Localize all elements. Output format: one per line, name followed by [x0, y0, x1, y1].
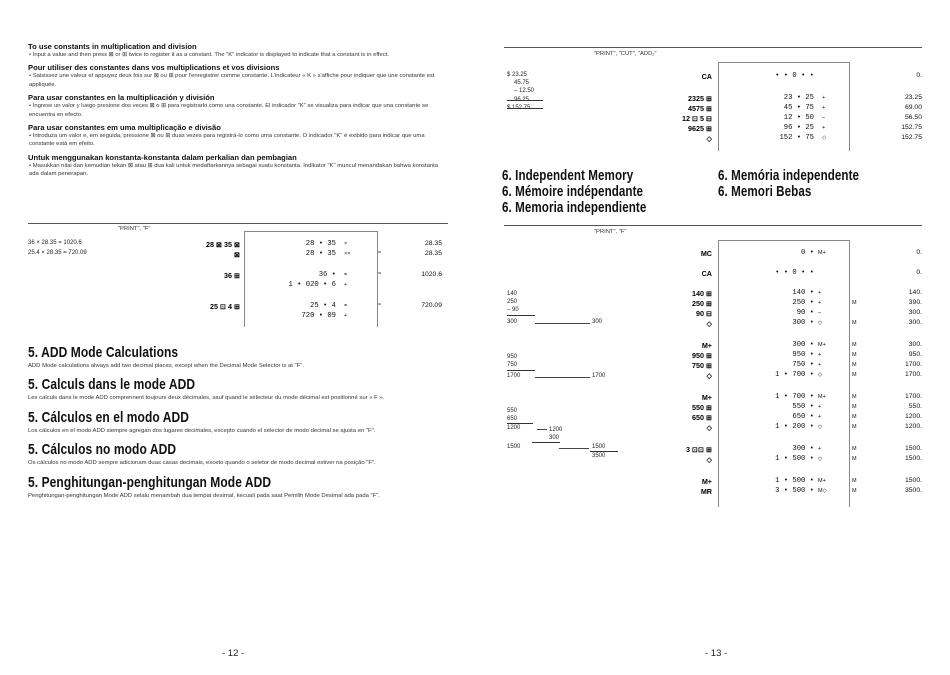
instruction-text: • Introduza um valor e, em seguida, pressione ⊠ ou ⊞ duas vezes para registrá-lo como uma constante. O indicador "K" é exibido para indicar que uma constante está em efeito. — [29, 133, 425, 148]
key-sequence: 950 ⊞ — [691, 351, 712, 360]
key-sequence: 750 ⊞ — [691, 361, 712, 370]
key-sequence: 3 ⊡⊡ ⊞ — [685, 445, 712, 454]
display-value: 1020.6 — [421, 271, 442, 278]
instruction-text: • Ingrese un valor y luego presione dos veces ⊠ o ⊞ para registrarlo como una constante. El indicador "K" se visualiza para indicar que una constante se encuentra en efecto. — [29, 103, 429, 118]
divider — [504, 225, 922, 226]
tape-value: 650 • — [792, 413, 814, 421]
memory-indicator: M — [852, 320, 857, 326]
calc-line: 300 — [549, 435, 560, 441]
key-sequence: 650 ⊞ — [691, 413, 712, 422]
memory-indicator: M — [852, 414, 857, 420]
tape-value: 45 • 75 — [783, 104, 814, 112]
tape-value: 1 • 200 • — [775, 423, 814, 431]
add-mode-block — [28, 409, 448, 435]
subsection-title: Pour utiliser des constantes dans vos multiplications et vos divisions — [28, 63, 280, 73]
display-value: 720.09 — [421, 302, 442, 309]
memory-indicator: M — [852, 456, 857, 462]
tape-symbol: – — [818, 310, 822, 316]
tape-symbol: ×× — [344, 251, 351, 257]
display-value: 300. — [908, 309, 922, 316]
display-value: 56.50 — [904, 114, 922, 121]
key-sequence: 2325 ⊞ — [687, 94, 712, 103]
tape-value: 3 • 500 • — [775, 487, 814, 495]
calc-line: $ 152.75 — [507, 104, 531, 111]
memory-indicator: M — [852, 446, 857, 452]
instruction-block — [28, 93, 448, 119]
display-value: 1700. — [904, 393, 922, 400]
instruction-block — [28, 123, 448, 149]
subsection-title: To use constants in multiplication and division — [28, 42, 197, 51]
section-text: ADD Mode calculations always add two decimal places, except when the Decimal Mode Selector is at "F". — [28, 363, 304, 369]
display-value: 28.35 — [424, 240, 442, 247]
section-title: 6. Memória independente — [718, 168, 860, 184]
tape-symbol: + — [344, 313, 348, 319]
key-sequence: M+ — [701, 393, 712, 402]
section-title: 6. Memoria independiente — [502, 200, 647, 216]
display-value: 1200. — [904, 423, 922, 430]
calc-line: – 90 — [507, 307, 519, 313]
tape-value: 28 • 35 — [305, 240, 336, 248]
calc-line: 36 × 28.35 = 1020.6 — [28, 240, 82, 246]
display-value: 1200. — [904, 413, 922, 420]
key-sequence: M+ — [701, 341, 712, 350]
key-sequence: MC — [700, 249, 712, 258]
display-value: 550. — [908, 403, 922, 410]
display-value: 23.25 — [904, 94, 922, 101]
tape-symbol: + — [818, 300, 822, 306]
display-value: 950. — [908, 351, 922, 358]
instruction-block — [28, 153, 448, 179]
section-text: Los cálculos en el modo ADD siempre agregan dos lugares decimales, excepto cuando el selector de modo decimal se ajusta en "F". — [28, 427, 376, 434]
arrow-line — [535, 377, 590, 378]
memory-titles-left — [502, 168, 712, 216]
section-title: 6. Mémoire indépendante — [502, 184, 644, 200]
tape-symbol: + — [818, 404, 822, 410]
key-sequence: ◇ — [706, 455, 712, 464]
calc-line: 650 — [507, 416, 518, 422]
section-text: Os cálculos no modo ADD sempre adicionam duas casas decimais, exceto quando o seletor de modo decimal estiver na posição "F". — [28, 460, 376, 467]
k-indicator: ≈ — [378, 271, 382, 277]
tape-value: 1 • 020 • 6 — [288, 281, 336, 289]
key-sequence: MR — [700, 487, 712, 496]
section-title: 5. ADD Mode Calculations — [28, 344, 179, 361]
tape-value: 300 • — [792, 341, 814, 349]
instruction-text: • Saisissez une valeur et appuyez deux fois sur ⊠ ou ⊞ pour l'enregistrer comme constante. L'indicateur « K » s'affiche pour indiquer que une constante est appliquée. — [29, 73, 435, 88]
tape-value: 1 • 700 • — [775, 393, 814, 401]
sum-rule — [507, 315, 535, 316]
calc-line: 1700 — [507, 373, 521, 379]
calc-line: 950 — [507, 354, 518, 360]
sum-rule — [507, 423, 533, 424]
sum-rule — [507, 108, 543, 109]
tape-value: 36 • — [318, 271, 336, 279]
arrow-line — [559, 448, 589, 449]
display-value: 1700. — [904, 371, 922, 378]
arrow-line — [537, 429, 547, 430]
calc-line: 250 — [507, 299, 518, 305]
tape-value: 720 • 09 — [301, 312, 336, 320]
calc-line: 1200 — [549, 427, 563, 433]
sum-rule — [590, 451, 618, 452]
sum-rule — [507, 370, 535, 371]
sum-rule — [507, 100, 543, 101]
tape-value: 25 • 4 — [310, 302, 336, 310]
calc-line: 1200 — [507, 425, 521, 431]
divider — [28, 223, 448, 224]
display-value: 0. — [916, 249, 922, 256]
tape-value: 1 • 700 • — [775, 371, 814, 379]
display-value: 152.75 — [901, 134, 922, 141]
key-sequence: 550 ⊞ — [691, 403, 712, 412]
tape-symbol: M◇ — [818, 488, 827, 494]
tape-value: 23 • 25 — [783, 94, 814, 102]
calc-line: 25.4 × 28.35 = 720.09 — [28, 250, 87, 256]
instruction-block — [28, 42, 448, 59]
calc-line: 45.75 — [514, 80, 530, 87]
instruction-text: • Input a value and then press ⊠ or ⊞ twice to register it as a constant. The "K" indicator is displayed to indicate that a constant is in effect. — [29, 52, 390, 58]
memory-indicator: M — [852, 478, 857, 484]
key-sequence: M+ — [701, 477, 712, 486]
tape-symbol: ◇ — [818, 320, 823, 326]
section-title: 5. Calculs dans le mode ADD — [28, 376, 196, 394]
add-mode-sections — [28, 344, 448, 506]
memory-indicator: M — [852, 362, 857, 368]
k-indicator: ≈ — [378, 302, 382, 308]
tape-value: 152 • 75 — [779, 134, 814, 142]
display-value: 152.75 — [901, 124, 922, 131]
tape-symbol: + — [822, 105, 826, 111]
tape-value: 140 • — [792, 289, 814, 297]
tape-symbol: M+ — [818, 250, 826, 256]
instruction-text: • Masukkan nilai dan kemudian tekan ⊠ atau ⊞ dua kali untuk medaftarkannya sebagai suatu konstanta. Indikator "K" muncul menandakan bahwa konstanta ada dalam penerapan. — [29, 162, 439, 178]
tape-symbol: – — [822, 115, 826, 121]
k-indicator: ≈ — [378, 250, 382, 256]
page-number: - 12 - — [222, 648, 245, 659]
calc-line: 750 — [507, 362, 518, 368]
tape-value: 0 • — [801, 249, 814, 257]
memory-indicator: M — [852, 394, 857, 400]
key-sequence: 250 ⊞ — [691, 299, 712, 308]
tape-value: • • 0 • • — [775, 72, 814, 80]
display-value: 3500. — [904, 487, 922, 494]
add-mode-block — [28, 344, 448, 370]
key-sequence: 4575 ⊞ — [687, 104, 712, 113]
key-sequence: 28 ⊠ 35 ⊠ — [205, 240, 240, 249]
example-header: "PRINT", "F" — [594, 229, 627, 235]
add-mode-block — [28, 376, 448, 402]
tape-value: 1 • 500 • — [775, 455, 814, 463]
tape-symbol: + — [822, 125, 826, 131]
calc-line: 1500 — [507, 444, 521, 450]
tape-value: 1 • 500 • — [775, 477, 814, 485]
key-sequence: ⊠ — [233, 250, 240, 259]
calc-line: 550 — [507, 408, 518, 414]
calc-line: $ 23.25 — [507, 72, 528, 78]
tape-value: 12 • 50 — [783, 114, 814, 122]
add-mode-block — [28, 474, 448, 500]
calc-line: 3500 — [592, 453, 606, 459]
tape-value: 750 • — [792, 361, 814, 369]
tape-symbol: + — [818, 446, 822, 452]
calc-line: 1500 — [592, 444, 606, 450]
memory-indicator: M — [852, 488, 857, 494]
tape-symbol: ◇ — [822, 135, 827, 141]
instruction-block — [28, 63, 448, 89]
section-title: 5. Cálculos no modo ADD — [28, 441, 177, 459]
constants-instructions — [28, 42, 448, 183]
tape-value: 300 • — [792, 445, 814, 453]
page-number: - 13 - — [705, 648, 728, 659]
key-sequence: 90 ⊟ — [695, 309, 712, 318]
display-value: 390. — [908, 299, 922, 306]
tape-value: 90 • — [796, 309, 814, 317]
subsection-title: Untuk menggunakan konstanta-konstanta dalam perkalian dan pembagian — [28, 152, 297, 162]
section-title: 6. Independent Memory — [502, 168, 634, 184]
key-sequence: CA — [701, 269, 712, 278]
key-sequence: ◇ — [706, 134, 712, 143]
tape-symbol: M+ — [818, 478, 826, 484]
memory-indicator: M — [852, 300, 857, 306]
divider — [504, 47, 922, 48]
key-sequence: ◇ — [706, 319, 712, 328]
key-sequence: 25 ⊡ 4 ⊞ — [209, 302, 240, 311]
display-value: 0. — [916, 72, 922, 79]
section-text: Penghitungan-penghitungan Mode ADD selalu menambah dua tempat desimal, kecuali pada saat Pemilih Mode Desimal ada pada "F". — [28, 492, 380, 499]
tape-symbol: × — [344, 241, 348, 247]
tape-symbol: + — [818, 290, 822, 296]
key-sequence: 140 ⊞ — [691, 289, 712, 298]
tape-value: • • 0 • • — [775, 269, 814, 277]
section-title: 5. Cálculos en el modo ADD — [28, 408, 189, 426]
tape-symbol: + — [822, 95, 826, 101]
key-sequence: CA — [701, 72, 712, 81]
tape-symbol: + — [818, 352, 822, 358]
display-value: 1500. — [904, 445, 922, 452]
tape-symbol: M+ — [818, 342, 826, 348]
key-sequence: ◇ — [706, 371, 712, 380]
tape-value: 950 • — [792, 351, 814, 359]
calc-line: 300 — [592, 319, 603, 325]
key-sequence: ◇ — [706, 423, 712, 432]
section-text: Les calculs dans le mode ADD comprennent toujours deux décimales, sauf quand le sélecteur du mode décimal est positionné sur « F ». — [28, 395, 385, 402]
memory-indicator: M — [852, 424, 857, 430]
memory-indicator: M — [852, 404, 857, 410]
tape-value: 250 • — [792, 299, 814, 307]
subsection-title: Para usar constantes em uma multiplicação e divisão — [28, 123, 221, 133]
tape-symbol: ◇ — [818, 372, 823, 378]
example-header: "PRINT", "F" — [118, 226, 151, 232]
tape-symbol: M+ — [818, 394, 826, 400]
tape-symbol: + — [818, 362, 822, 368]
arrow-line — [535, 323, 590, 324]
key-sequence: 36 ⊞ — [223, 271, 240, 280]
display-value: 140. — [908, 289, 922, 296]
subsection-title: Para usar constantes en la multiplicación y división — [28, 93, 215, 103]
display-value: 1700. — [904, 361, 922, 368]
display-value: 1500. — [904, 455, 922, 462]
tape-value: 550 • — [792, 403, 814, 411]
add-mode-block — [28, 441, 448, 467]
tape-symbol: = — [344, 303, 348, 309]
display-value: 69.00 — [904, 104, 922, 111]
sum-rule — [532, 442, 560, 443]
key-sequence: 9625 ⊞ — [687, 124, 712, 133]
display-value: 0. — [916, 269, 922, 276]
calc-line: 140 — [507, 291, 518, 297]
memory-indicator: M — [852, 352, 857, 358]
tape-value: 28 • 35 — [305, 250, 336, 258]
tape-symbol: + — [818, 414, 822, 420]
memory-indicator: M — [852, 342, 857, 348]
display-value: 300. — [908, 341, 922, 348]
section-title: 6. Memori Bebas — [718, 184, 812, 200]
display-value: 28.35 — [424, 250, 442, 257]
section-title: 5. Penghitungan-penghitungan Mode ADD — [28, 473, 272, 491]
tape-symbol: + — [344, 282, 348, 288]
memory-titles-right — [718, 168, 928, 200]
tape-symbol: ◇ — [818, 424, 823, 430]
example-header: "PRINT", "CUT", "ADD₂" — [594, 51, 657, 57]
key-sequence: 12 ⊡ 5 ⊟ — [681, 114, 712, 123]
memory-indicator: M — [852, 372, 857, 378]
calc-line: 1700 — [592, 373, 606, 379]
calc-line: – 12.50 — [514, 88, 535, 95]
display-value: 300. — [908, 319, 922, 326]
calc-line: 96.25 — [514, 96, 530, 103]
calc-line: 300 — [507, 319, 518, 325]
display-value: 1500. — [904, 477, 922, 484]
tape-symbol: ◇ — [818, 456, 823, 462]
tape-value: 300 • — [792, 319, 814, 327]
tape-value: 96 • 25 — [783, 124, 814, 132]
tape-symbol: = — [344, 272, 348, 278]
